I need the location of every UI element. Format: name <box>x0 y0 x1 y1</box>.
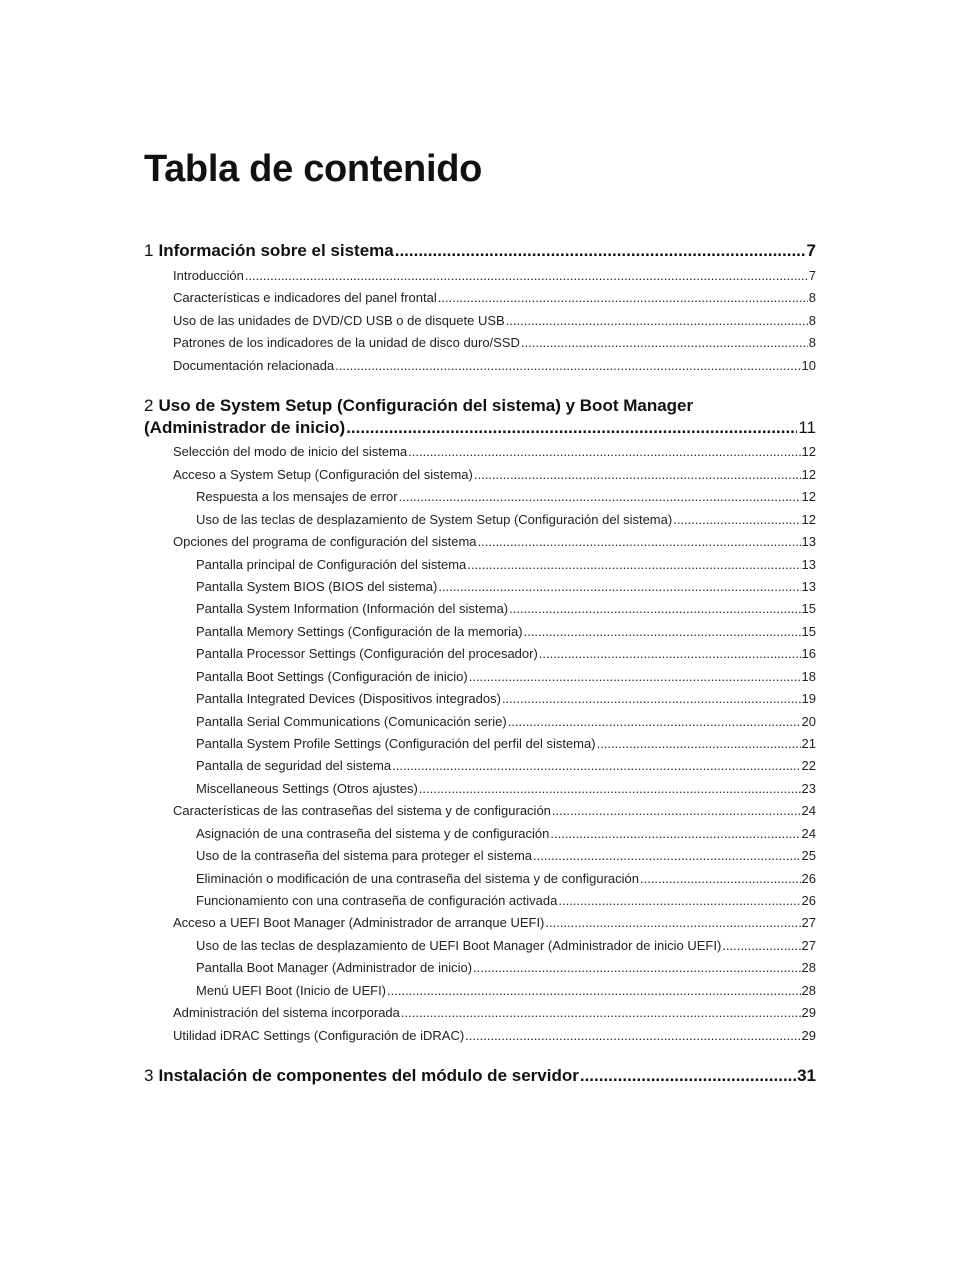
entry-title: Pantalla principal de Configuración del sistema <box>196 557 467 572</box>
page-number: 29 <box>801 1005 816 1020</box>
dot-leader <box>401 1005 801 1020</box>
toc-entry[interactable] <box>144 313 816 328</box>
toc-entry[interactable] <box>144 467 816 482</box>
entry-title: Selección del modo de inicio del sistema <box>173 444 408 459</box>
dot-leader <box>524 624 801 639</box>
chapter-number: 3 <box>144 1066 154 1085</box>
entry-title: Menú UEFI Boot (Inicio de UEFI) <box>196 983 387 998</box>
page-number: 19 <box>801 691 816 706</box>
entry-title: Pantalla Processor Settings (Configuración del procesador) <box>196 646 538 661</box>
dot-leader <box>509 601 800 616</box>
dot-leader <box>346 418 797 438</box>
toc-entry[interactable] <box>144 290 816 305</box>
entry-title: Pantalla Boot Manager (Administrador de inicio) <box>196 960 473 975</box>
dot-leader <box>539 646 801 661</box>
page-title: Tabla de contenido <box>144 148 483 190</box>
entry-title: Uso de las teclas de desplazamiento de UEFI Boot Manager (Administrador de inicio UEFI) <box>196 938 722 953</box>
chapter-number: 2 <box>144 396 154 415</box>
page-number: 13 <box>801 579 816 594</box>
entry-title: Pantalla System BIOS (BIOS del sistema) <box>196 579 438 594</box>
toc-entry[interactable] <box>144 758 816 773</box>
toc-entry[interactable] <box>144 579 816 594</box>
toc-entry[interactable] <box>144 938 816 953</box>
page-number: 8 <box>808 313 816 328</box>
toc-entry[interactable] <box>144 714 816 729</box>
chapter-number: 1 <box>144 241 154 260</box>
toc-entry[interactable] <box>144 358 816 373</box>
dot-leader <box>533 848 801 863</box>
dot-leader <box>335 358 800 373</box>
page-number: 12 <box>801 489 816 504</box>
page-number: 20 <box>801 714 816 729</box>
entry-title: Acceso a System Setup (Configuración del sistema) <box>173 467 473 482</box>
entry-title: Funcionamiento con una contraseña de configuración activada <box>196 893 558 908</box>
dot-leader <box>465 1028 800 1043</box>
entry-title: Pantalla System Information (Información del sistema) <box>196 601 509 616</box>
dot-leader <box>438 579 800 594</box>
toc-entry[interactable] <box>144 736 816 751</box>
page-number: 26 <box>801 871 816 886</box>
toc-chapter-1[interactable] <box>144 241 816 261</box>
page-number: 28 <box>801 983 816 998</box>
page-number: 13 <box>801 534 816 549</box>
page-number: 26 <box>801 893 816 908</box>
page-number: 12 <box>801 467 816 482</box>
dot-leader <box>392 758 800 773</box>
page-number: 7 <box>808 268 816 283</box>
dot-leader <box>545 915 800 930</box>
toc-entry[interactable] <box>144 512 816 527</box>
toc-chapter-2[interactable] <box>144 396 816 436</box>
entry-title: Opciones del programa de configuración del sistema <box>173 534 477 549</box>
page-number: 12 <box>801 444 816 459</box>
toc-entry[interactable] <box>144 848 816 863</box>
entry-title: Pantalla Boot Settings (Configuración de inicio) <box>196 669 468 684</box>
toc-entry[interactable] <box>144 601 816 616</box>
page-number: 24 <box>801 803 816 818</box>
page-number: 8 <box>808 335 816 350</box>
page-number: 25 <box>801 848 816 863</box>
dot-leader <box>552 803 801 818</box>
entry-title: Documentación relacionada <box>173 358 335 373</box>
toc-entry[interactable] <box>144 893 816 908</box>
toc-entry[interactable] <box>144 335 816 350</box>
toc-entry[interactable] <box>144 646 816 661</box>
dot-leader <box>673 512 800 527</box>
page-number: 12 <box>801 512 816 527</box>
entry-title: Utilidad iDRAC Settings (Configuración de iDRAC) <box>173 1028 465 1043</box>
toc-entry[interactable] <box>144 1028 816 1043</box>
page-number: 16 <box>801 646 816 661</box>
page-number: 28 <box>801 960 816 975</box>
chapter-title-line1: Uso de System Setup (Configuración del sistema) y Boot Manager <box>158 396 694 415</box>
page-number: 31 <box>797 1066 816 1085</box>
entry-title: Uso de las teclas de desplazamiento de System Setup (Configuración del sistema) <box>196 512 673 527</box>
page-number: 23 <box>801 781 816 796</box>
entry-title: Pantalla System Profile Settings (Configuración del perfil del sistema) <box>196 736 596 751</box>
page-number: 15 <box>801 601 816 616</box>
page-number: 15 <box>801 624 816 639</box>
toc-entry[interactable] <box>144 983 816 998</box>
dot-leader <box>438 290 808 305</box>
chapter-title-line2: (Administrador de inicio) <box>144 418 346 437</box>
entry-title: Características de las contraseñas del sistema y de configuración <box>173 803 551 818</box>
entry-title: Uso de la contraseña del sistema para proteger el sistema <box>196 848 533 863</box>
toc-entry[interactable] <box>144 915 816 930</box>
dot-leader <box>558 893 800 908</box>
entry-title: Asignación de una contraseña del sistema y de configuración <box>196 826 550 841</box>
dot-leader <box>550 826 800 841</box>
dot-leader <box>722 938 800 953</box>
dot-leader <box>640 871 801 886</box>
dot-leader <box>395 241 806 261</box>
toc-entry[interactable] <box>144 1005 816 1020</box>
dot-leader <box>467 557 800 572</box>
dot-leader <box>474 467 801 482</box>
dot-leader <box>478 534 801 549</box>
page-number: 7 <box>806 241 816 260</box>
page-number: 18 <box>801 669 816 684</box>
entry-title: Respuesta a los mensajes de error <box>196 489 398 504</box>
toc-entry[interactable] <box>144 960 816 975</box>
chapter-title: Instalación de componentes del módulo de servidor <box>158 1066 579 1085</box>
toc-entry[interactable] <box>144 489 816 504</box>
dot-leader <box>580 1066 796 1086</box>
entry-title: Pantalla de seguridad del sistema <box>196 758 392 773</box>
entry-title: Eliminación o modificación de una contraseña del sistema y de configuración <box>196 871 639 886</box>
page-number: 22 <box>801 758 816 773</box>
dot-leader <box>597 736 801 751</box>
toc-entry[interactable] <box>144 826 816 841</box>
entry-title: Pantalla Integrated Devices (Dispositivos integrados) <box>196 691 501 706</box>
entry-title: Características e indicadores del panel frontal <box>173 290 437 305</box>
dot-leader <box>245 268 808 283</box>
dot-leader <box>473 960 801 975</box>
entry-title: Administración del sistema incorporada <box>173 1005 400 1020</box>
page-number: 24 <box>801 826 816 841</box>
toc-entry[interactable] <box>144 803 816 818</box>
page-number: 10 <box>801 358 816 373</box>
dot-leader <box>508 714 801 729</box>
page-number: 29 <box>801 1028 816 1043</box>
dot-leader <box>502 691 801 706</box>
entry-title: Pantalla Serial Communications (Comunicación serie) <box>196 714 507 729</box>
entry-title: Introducción <box>173 268 244 283</box>
page-number: 21 <box>801 736 816 751</box>
chapter-title: Información sobre el sistema <box>158 241 394 260</box>
entry-title: Patrones de los indicadores de la unidad de disco duro/SSD <box>173 335 520 350</box>
dot-leader <box>521 335 808 350</box>
dot-leader <box>469 669 801 684</box>
toc-chapter-3[interactable] <box>144 1066 816 1086</box>
toc-entry[interactable] <box>144 691 816 706</box>
toc-entry[interactable] <box>144 557 816 572</box>
page-number: 13 <box>801 557 816 572</box>
entry-title: Uso de las unidades de DVD/CD USB o de disquete USB <box>173 313 505 328</box>
page-number: 27 <box>801 938 816 953</box>
toc-entry[interactable] <box>144 669 816 684</box>
page-number: 27 <box>801 915 816 930</box>
page-number: 8 <box>808 290 816 305</box>
entry-title: Acceso a UEFI Boot Manager (Administrador de arranque UEFI) <box>173 915 545 930</box>
dot-leader <box>387 983 801 998</box>
toc-entry[interactable] <box>144 781 816 796</box>
dot-leader <box>399 489 801 504</box>
toc-entry[interactable] <box>144 268 816 283</box>
page-number: 11 <box>798 418 816 437</box>
toc-entry[interactable] <box>144 624 816 639</box>
dot-leader <box>419 781 801 796</box>
entry-title: Miscellaneous Settings (Otros ajustes) <box>196 781 418 796</box>
entry-title: Pantalla Memory Settings (Configuración de la memoria) <box>196 624 523 639</box>
toc-entry[interactable] <box>144 534 816 549</box>
dot-leader <box>408 444 800 459</box>
dot-leader <box>506 313 808 328</box>
toc-entry[interactable] <box>144 871 816 886</box>
toc-entry[interactable] <box>144 444 816 459</box>
